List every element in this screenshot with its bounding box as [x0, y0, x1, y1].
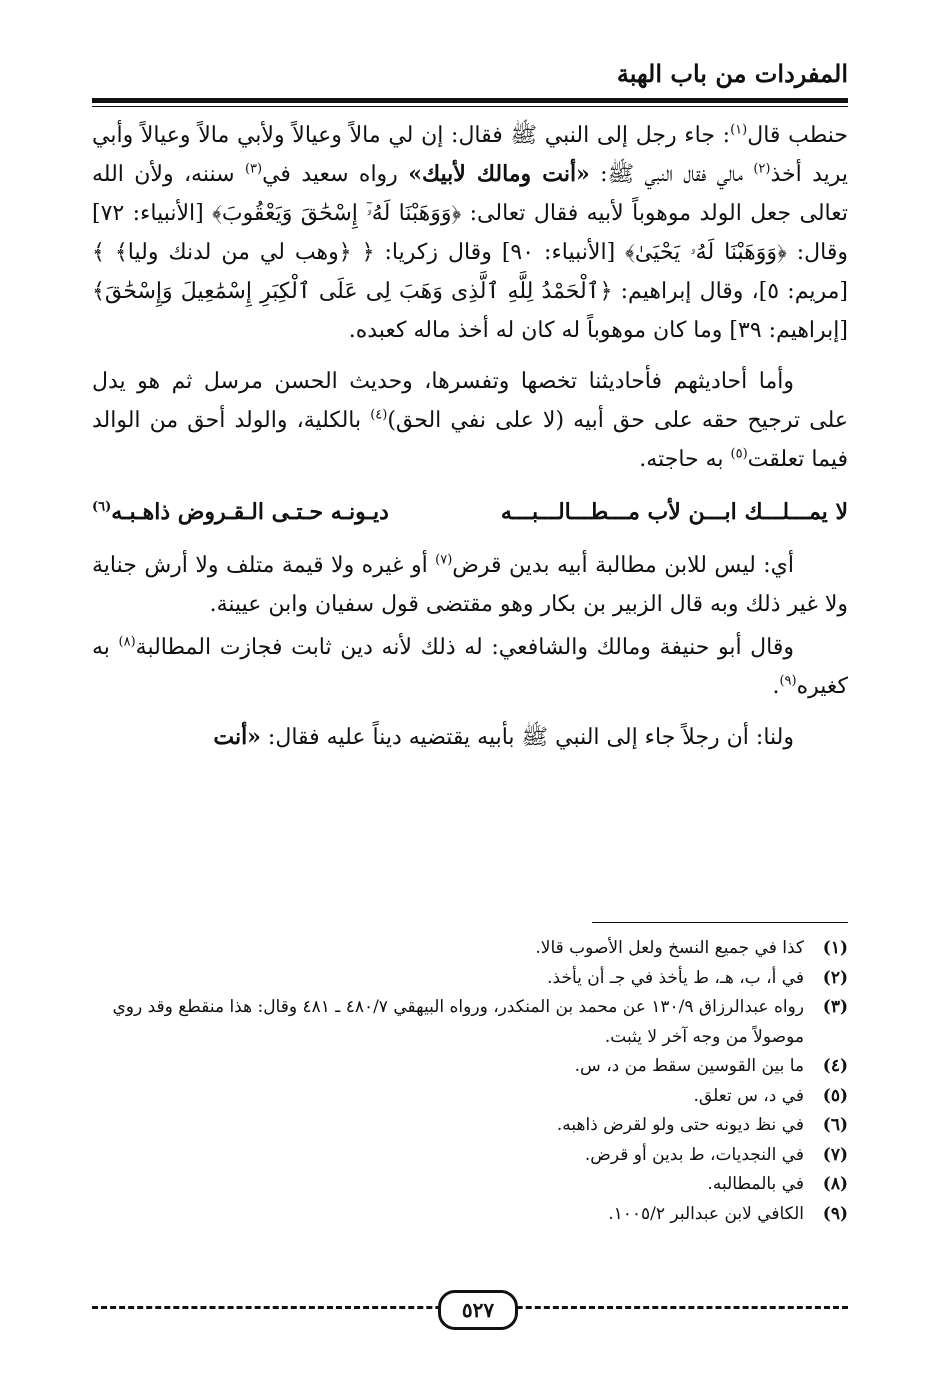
hadith-quote: «أنت ومالك لأبيك» — [408, 161, 590, 187]
footnote-number: (٤) — [822, 1056, 848, 1076]
hadith-quote-start: «أنت — [213, 724, 261, 750]
footnote-ref: (٧) — [435, 552, 453, 568]
running-title: المفردات من باب الهبة — [616, 59, 848, 88]
footnote-ref: (٨) — [118, 634, 136, 650]
footnote-number: (٩) — [822, 1203, 848, 1224]
text-run: رواه سعيد في — [262, 162, 409, 187]
footnote-number: (٦) — [822, 1115, 848, 1135]
footnote-number: (٥) — [822, 1085, 848, 1106]
footnote-ref: (٢) — [753, 161, 771, 177]
text-run: : جاء رجل إلى النبي ﷺ فقال: إن لي مالاً وعيالاً ولأبي مالاً وعيالاً وأبي يريد أخذ — [92, 123, 849, 187]
footnote-text: في د، س تعلق. — [693, 1085, 804, 1106]
footnote-text: ما بين القوسين سقط من د، س. — [574, 1056, 804, 1076]
footnote-item — [92, 1052, 848, 1082]
paragraph-5 — [92, 718, 848, 757]
footnote-text: في بالمطالبه. — [707, 1174, 804, 1194]
footnote-item — [92, 1200, 848, 1230]
footnote-number: (٢) — [822, 967, 848, 988]
text-run: به حاجته. — [639, 447, 731, 472]
header-rule-thick — [92, 98, 848, 103]
footnotes — [92, 934, 848, 1229]
text-run: . — [772, 674, 780, 699]
page-number: ٥٢٧ — [438, 1290, 518, 1330]
footnote-separator — [592, 922, 848, 923]
footnote-item — [92, 1082, 848, 1112]
paragraph-2 — [92, 362, 848, 479]
footnote-item — [92, 1141, 848, 1171]
footnote-text: في النجديات، ط بدين أو قرض. — [584, 1144, 804, 1165]
footnote-text: كذا في جميع النسخ ولعل الأصوب قالا. — [535, 938, 804, 958]
footnote-text: رواه عبدالرزاق ١٣٠/٩ عن محمد بن المنكدر، ورواه البيهقي ٤٨٠/٧ ـ ٤٨١ وقال: هذا منقطع وقد روي موصولاً من وجه آخر لا يثبت. — [112, 997, 804, 1047]
text-run: بالكلية، والولد أحق من الوالد فيما تعلقت — [92, 408, 848, 472]
footnote-ref: (٦) — [92, 499, 112, 515]
footnote-item — [92, 934, 848, 964]
footnote-ref: (٤) — [370, 407, 388, 423]
text-run: وأما أحاديثهم فأحاديثنا تخصها وتفسرها، وحديث الحسن مرسل ثم هو يدل على ترجيح حقه على حق أبيه (لا على نفي الحق) — [92, 369, 849, 433]
text-run: وقال أبو حنيفة ومالك والشافعي: له ذلك لأنه دين ثابت فجازت المطالبة — [135, 635, 794, 660]
footnote-item — [92, 993, 848, 1052]
paragraph-4 — [92, 628, 848, 706]
text-run: أو غيره ولا قيمة متلف ولا أرش جناية ولا غير ذلك وبه قال الزبير بن بكار وهو مقتضى قول سفيان وابن عيينة. — [92, 553, 848, 617]
verse-hemistich-left-wrap — [92, 493, 389, 532]
text-run: حنطب قال — [747, 123, 848, 148]
footnote-item — [92, 1111, 848, 1141]
paragraph-3 — [92, 546, 848, 624]
footnote-ref: (٣) — [244, 161, 263, 177]
footnote-ref: (٩) — [779, 673, 797, 689]
text-run: مالي فقال النبي ﷺ: — [589, 162, 754, 187]
footnote-text: الكافي لابن عبدالبر ١٠٠٥/٢. — [608, 1203, 804, 1224]
footnote-number: (٨) — [822, 1174, 848, 1194]
footnote-item — [92, 964, 848, 994]
text-run: أي: ليس للابن مطالبة أبيه بدين قرض — [452, 553, 794, 578]
text-run: ولنا: أن رجلاً جاء إلى النبي ﷺ بأبيه يقتضيه ديناً عليه فقال: — [260, 725, 794, 750]
footnote-item — [92, 1170, 848, 1200]
footnote-ref: (٥) — [730, 446, 748, 462]
poem-verse — [92, 493, 848, 532]
verse-hemistich-right: لا يمـــلـــك ابـــن لأب مـــطـــالـــبـــه — [500, 499, 848, 525]
footnote-text: في نظ ديونه حتى ولو لقرض ذاهبه. — [556, 1115, 804, 1135]
footnote-text: في أ، ب، هـ، ط يأخذ في جـ أن يأخذ. — [547, 967, 804, 988]
text-run: به كغيره — [92, 635, 848, 699]
paragraph-1 — [92, 116, 848, 350]
verse-hemistich-left: ديـونـه حـتـى الـقـروض ذاهـبـه — [111, 499, 389, 525]
footnote-number: (١) — [822, 938, 848, 958]
header-rule-thin — [92, 106, 848, 107]
footnote-ref: (١) — [730, 122, 748, 138]
text-run: سننه، ولأن الله تعالى جعل الولد موهوباً لأبيه فقال تعالى: ﴿وَوَهَبْنَا لَهُۥٓ إِسْحَٰقَ وَيَعْقُوبَ﴾ [الأنبياء: ٧٢] وقال: ﴿وَوَهَبْنَا لَهُۥ يَحْيَىٰ﴾ [الأنبياء: ٩٠] وقال زكريا: ﴿ ﴿وهب لي من لدنك وليا﴾ ﴾ [مريم: ٥]، وقال إبراهيم: ﴿ٱلْحَمْدُ لِلَّهِ ٱلَّذِى وَهَبَ لِى عَلَى ٱلْكِبَرِ إِسْمَٰعِيلَ وَإِسْحَٰقَ﴾ [إبراهيم: ٣٩] وما كان موهوباً له كان له أخذ ماله كعبده. — [92, 162, 848, 343]
footnote-number: (٧) — [822, 1144, 848, 1165]
footnote-number: (٣) — [822, 997, 848, 1017]
main-text — [92, 116, 848, 757]
